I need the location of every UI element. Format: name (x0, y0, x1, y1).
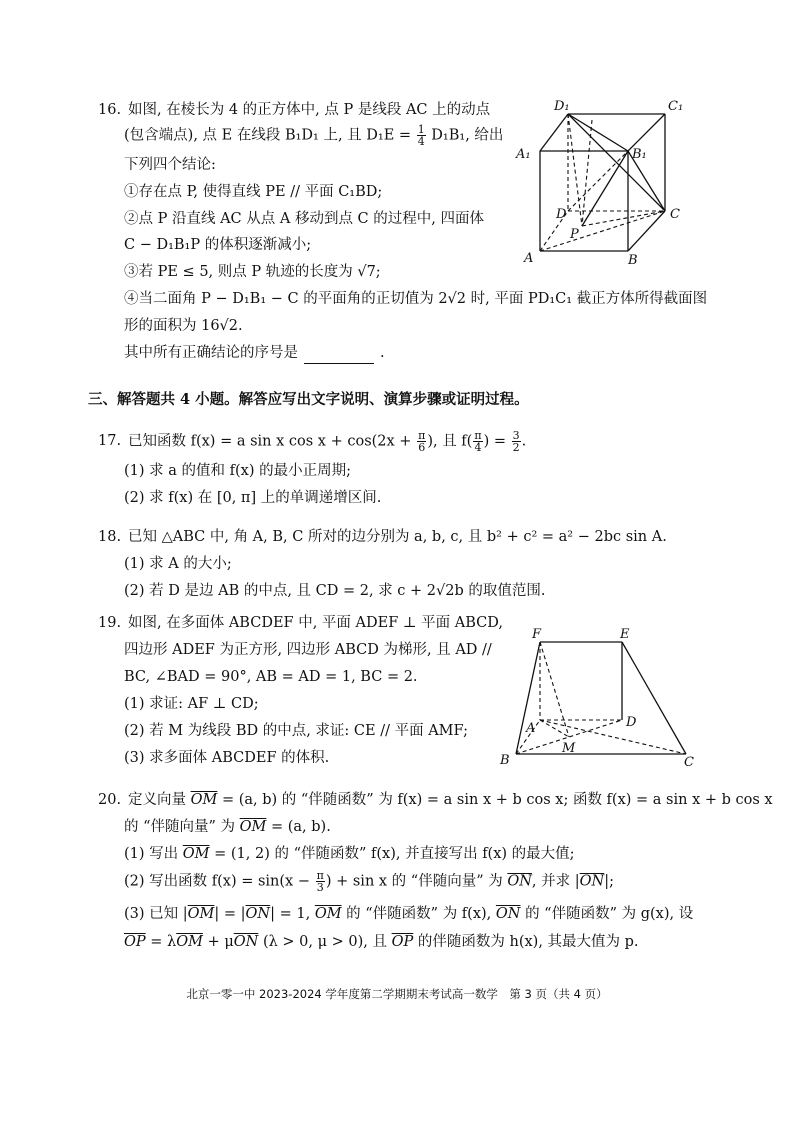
q20-frac-pi3: $\frac{\pi}{3}$ (316, 869, 324, 894)
q17-frac-3-2: $\frac{3}{2}$ (512, 429, 520, 454)
q17-frac-pi4: $\frac{\pi}{4}$ (474, 429, 482, 454)
label-B: B (500, 753, 510, 768)
q19-sub2: (2) 若 M 为线段 BD 的中点, 求证: CE // 平面 AMF; (124, 723, 468, 739)
q16-number: 16. (98, 102, 122, 118)
q16-conclusion-2b: C − D₁B₁P 的体积逐渐减小; (124, 237, 312, 253)
label-B: B (628, 253, 638, 268)
answer-blank (304, 349, 374, 364)
q20-line1: 定义向量 $\overline{OM} = (a$, b) 的 “伴随函数” 为 f(x) = a sin x + b cos x; 函数 f(x) = a sin x + b cos x (128, 792, 773, 808)
q16-conclusion-3: ③若 PE ≤ 5, 则点 P 轨迹的长度为 √7; (124, 264, 381, 280)
q16-ask: 其中所有正确结论的序号是 . (124, 342, 385, 364)
q19-sub1: (1) 求证: AF ⊥ CD; (124, 696, 259, 712)
label-D: D (626, 715, 637, 730)
q16-conclusion-1: ①存在点 P, 使得直线 PE // 平面 C₁BD; (124, 184, 383, 200)
q20-sub2: (2) 写出函数 f(x) = sin(x − $\frac{\pi}{3}$ ) + sin x 的 “伴随向量” 为 $\overline{ON}$, 并求 $|\overline{ON}|$; (124, 869, 614, 894)
q17-sub2: (2) 求 f(x) 在 [0, π] 上的单调递增区间. (124, 490, 382, 506)
section-3-heading: 三、解答题共 4 小题。解答应写出文字说明、演算步骤或证明过程。 (88, 391, 529, 408)
label-C: C (670, 207, 680, 222)
label-A: A (524, 251, 534, 266)
q19-number: 19. (98, 615, 122, 631)
q20-sub3-cont: $\overline{OP} = \lambda\overline{OM} + \mu\overline{ON}$ (λ > 0, μ > 0), 且 $\overline{OP}$ 的伴随函数为 h(x), 其最大值为 p. (124, 934, 639, 950)
label-A: A (526, 721, 536, 736)
label-C1: C₁ (668, 99, 684, 114)
q17-line1: 已知函数 f(x) = a sin x cos x + cos(2x + $\frac{\pi}{6}$ ), 且 f( $\frac{\pi}{4}$ ) = $\frac{3}{2}$ . (128, 429, 527, 454)
polyhedron-figure (496, 622, 706, 772)
cube-figure (510, 96, 700, 276)
q16-line1: 如图, 在棱长为 4 的正方体中, 点 P 是线段 AC 上的动点 (128, 102, 491, 118)
q16-conclusion-4a: ④当二面角 P − D₁B₁ − C 的平面角的正切值为 2√2 时, 平面 PD₁C₁ 截正方体所得截面图 (124, 291, 708, 307)
label-B1: B₁ (632, 147, 647, 162)
page-footer: 北京一零一中 2023-2024 学年度第二学期期末考试高一数学 第 3 页（共 4 页） (186, 987, 608, 1001)
q20-number: 20. (98, 792, 122, 808)
q16-conclusion-2a: ②点 P 沿直线 AC 从点 A 移动到点 C 的过程中, 四面体 (124, 211, 484, 227)
label-C: C (684, 755, 694, 770)
q19-line1: 如图, 在多面体 ABCDEF 中, 平面 ADEF ⊥ 平面 ABCD, (128, 615, 503, 631)
q16-fraction: $\frac{1}{4}$ (417, 123, 425, 148)
q19-sub3: (3) 求多面体 ABCDEF 的体积. (124, 750, 330, 766)
q16-line2: (包含端点), 点 E 在线段 B₁D₁ 上, 且 D₁E = $\frac{1}{4}$ D₁B₁, 给出 (124, 123, 504, 148)
q16-line3: 下列四个结论: (124, 157, 216, 173)
label-P: P (570, 227, 579, 242)
label-D: D (556, 207, 567, 222)
q16-conclusion-4b: 形的面积为 16√2. (124, 318, 243, 334)
q18-line1: 已知 △ABC 中, 角 A, B, C 所对的边分别为 a, b, c, 且 b² + c² = a² − 2bc sin A. (128, 529, 667, 545)
q17-number: 17. (98, 433, 122, 449)
q19-line2: 四边形 ADEF 为正方形, 四边形 ABCD 为梯形, 且 AD // (124, 642, 492, 658)
label-F: F (532, 627, 542, 642)
q18-number: 18. (98, 529, 122, 545)
label-A1: A₁ (516, 147, 531, 162)
q17-frac-pi6: $\frac{\pi}{6}$ (418, 429, 426, 454)
q20-sub1: (1) 写出 $\overline{OM} = (1$, 2) 的 “伴随函数” f(x), 并直接写出 f(x) 的最大值; (124, 846, 575, 862)
q20-sub3: (3) 已知 $|\overline{OM}| = |\overline{ON}| = 1$, $\overline{OM}$ 的 “伴随函数” 为 f(x), $\overline{ON}$ 的 “伴随函数” 为 g(x), 设 (124, 906, 694, 922)
q20-line2: 的 “伴随向量” 为 $\overline{OM} = (a$, b). (124, 819, 331, 835)
label-E: E (620, 627, 630, 642)
q18-sub2: (2) 若 D 是边 AB 的中点, 且 CD = 2, 求 c + 2√2b 的取值范围. (124, 583, 546, 599)
label-D1: D₁ (554, 99, 570, 114)
label-M: M (562, 741, 576, 756)
q18-sub1: (1) 求 A 的大小; (124, 556, 232, 572)
q19-line3: BC, ∠BAD = 90°, AB = AD = 1, BC = 2. (124, 669, 418, 685)
q17-sub1: (1) 求 a 的值和 f(x) 的最小正周期; (124, 463, 351, 479)
